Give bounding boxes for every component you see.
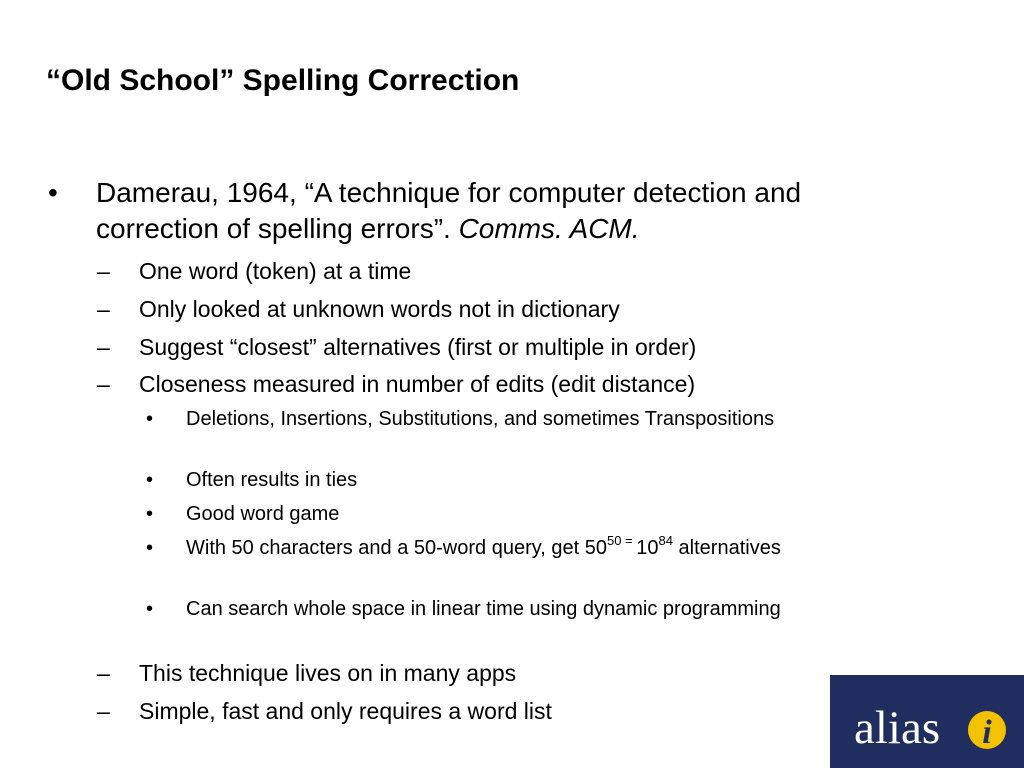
dash-marker: –	[97, 698, 110, 724]
sub-sub-bullet-text: Good word game	[186, 503, 340, 525]
sub-bullet-text: Suggest “closest” alternatives (first or multiple in order)	[139, 334, 697, 360]
sub-bullet	[97, 369, 695, 399]
dash-marker: –	[97, 296, 110, 322]
sub-bullet	[97, 696, 552, 726]
dash-marker: –	[97, 258, 110, 284]
sub-sub-bullet	[146, 406, 806, 433]
equals-sign: =	[621, 533, 637, 548]
logo-i-mark: i	[982, 714, 992, 751]
text-segment: 10	[636, 537, 659, 559]
sub-bullet-text: Only looked at unknown words not in dictionary	[139, 296, 620, 322]
sub-bullet-text: Closeness measured in number of edits (edit distance)	[139, 371, 696, 397]
sub-sub-bullet-text: Deletions, Insertions, Substitutions, and sometimes Transpositions	[186, 408, 775, 430]
sub-sub-bullet	[146, 596, 806, 623]
text-segment: alternatives	[672, 537, 781, 559]
sub-sub-bullet	[146, 501, 806, 528]
bullet-marker: •	[48, 177, 58, 208]
bullet-marker: •	[146, 503, 154, 525]
slide-title: “Old School” Spelling Correction	[46, 64, 520, 97]
superscript: 84	[658, 533, 673, 548]
sub-sub-bullet	[146, 467, 806, 494]
alias-i-logo-icon	[830, 675, 1024, 768]
dash-marker: –	[97, 660, 110, 686]
main-bullet	[48, 175, 928, 247]
sub-bullet-text: This technique lives on in many apps	[139, 660, 517, 686]
bullet-marker: •	[146, 598, 154, 620]
logo-wordmark: alias	[854, 702, 941, 754]
bullet-marker: •	[146, 537, 154, 559]
text-segment: With 50 characters and a 50-word query, get 50	[186, 537, 607, 559]
sub-bullet	[97, 332, 696, 362]
sub-bullet	[97, 294, 620, 324]
sub-bullet-text: Simple, fast and only requires a word list	[139, 698, 552, 724]
superscript: 50	[606, 533, 622, 548]
logo-graphic	[830, 675, 1024, 768]
sub-sub-bullet-text	[186, 535, 806, 562]
sub-sub-bullet-text: Often results in ties	[186, 469, 358, 491]
sub-bullet	[97, 658, 516, 688]
sub-sub-bullet	[146, 535, 806, 562]
main-bullet-text	[96, 175, 928, 247]
main-bullet-body: Damerau, 1964, “A technique for computer detection and correction of spelling errors”.	[96, 177, 802, 244]
bullet-marker: •	[146, 408, 154, 430]
dash-marker: –	[97, 334, 110, 360]
sub-bullet-text: One word (token) at a time	[139, 258, 412, 284]
sub-sub-bullet-text: Can search whole space in linear time using dynamic programming	[186, 598, 781, 620]
sub-bullet	[97, 256, 411, 286]
bullet-marker: •	[146, 469, 154, 491]
dash-marker: –	[97, 371, 110, 397]
main-bullet-citation: Comms. ACM.	[458, 213, 640, 244]
